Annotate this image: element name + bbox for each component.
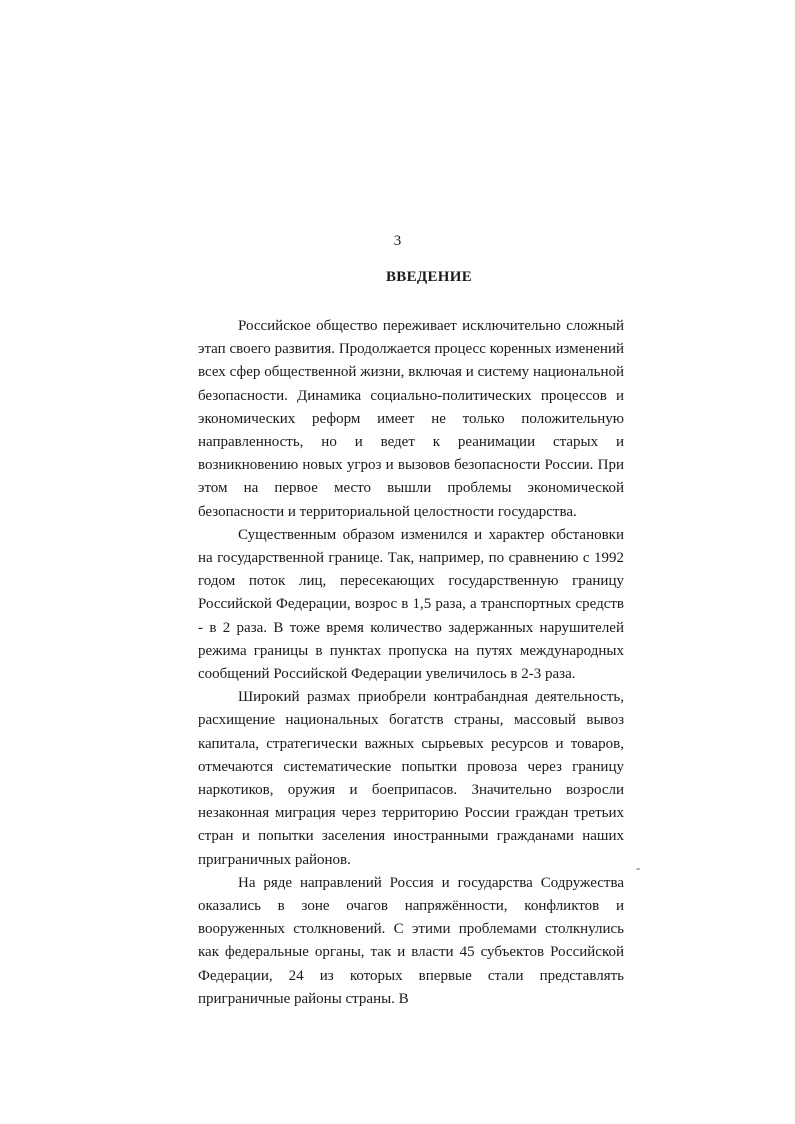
section-heading: ВВЕДЕНИЕ (385, 269, 473, 285)
body-text (198, 315, 624, 1011)
stray-scan-mark: - (636, 860, 641, 875)
paragraph-4: На ряде направлений Россия и государства Содружества оказались в зоне очагов напряжённости, конфликтов и вооруженных столкновений. С этими проблемами столкнулись как федеральные органы, так и власти 45 субъектов Российской Федерации, 24 из которых впервые стали представлять приграничные районы страны. В (198, 874, 624, 1007)
page-number: 3 (393, 233, 402, 249)
paragraph-1: Российское общество переживает исключительно сложный этап своего развития. Продолжается процесс коренных изменений всех сфер общественной жизни, включая и систему национальной безопасности. Динамика социально-политических процессов и экономических реформ имеет не только положительную направленность, но и ведет к реанимации старых и возникновению новых угроз и вызовов безопасности России. При этом на первое место вышли проблемы экономической безопасности и территориальной целостности государства. (198, 318, 624, 520)
paragraph-3: Широкий размах приобрели контрабандная деятельность, расхищение национальных богатств страны, массовый вывоз капитала, стратегически важных сырьевых ресурсов и товаров, отмечаются систематические попытки провоза через границу наркотиков, оружия и боеприпасов. Значительно возросли незаконная миграция через территорию России граждан третьих стран и попытки заселения иностранными гражданами наших приграничных районов. (198, 689, 624, 868)
paragraph-2: Существенным образом изменился и характер обстановки на государственной границе. Так, например, по сравнению с 1992 годом поток лиц, пересекающих государственную границу Российской Федерации, возрос в 1,5 раза, а транспортных средств - в 2 раза. В тоже время количество задержанных нарушителей режима границы в пунктах пропуска на путях международных сообщений Российской Федерации увеличилось в 2-3 раза. (198, 526, 624, 683)
